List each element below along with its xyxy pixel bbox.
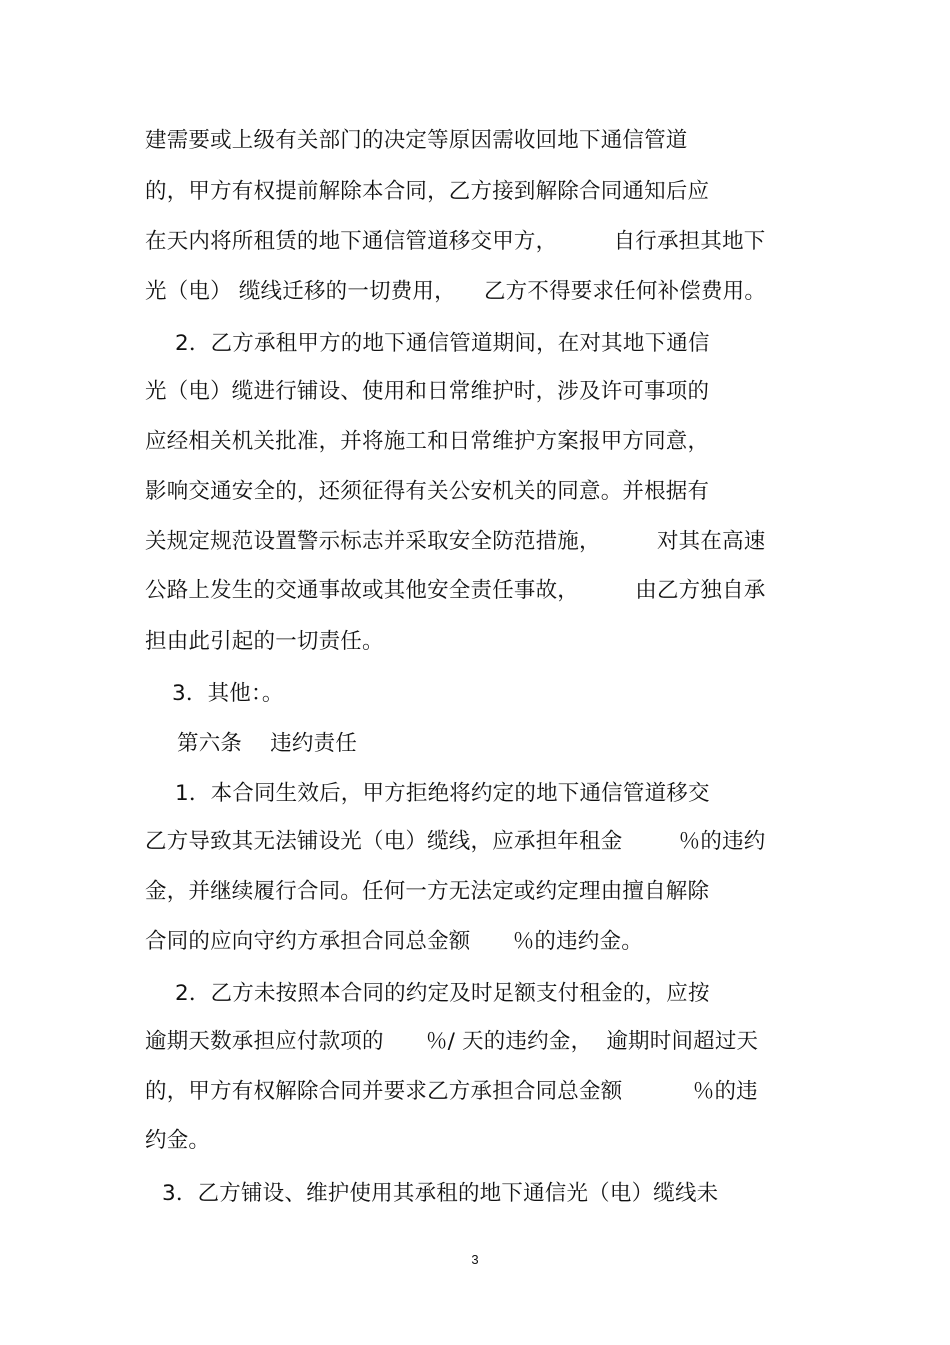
text-line: 的，甲方有权提前解除本合同，乙方接到解除合同通知后应 — [145, 179, 710, 204]
text-line: 担由此引起的一切责任。 — [145, 629, 384, 654]
text-line: 公路上发生的交通事故或其他安全责任事故， 由乙方独自承 — [145, 578, 766, 603]
text-line: 3．其他：。 — [172, 681, 284, 706]
text-line: 合同的应向守约方承担合同总金额 ％的违约金。 — [145, 929, 643, 954]
text-line: 在天内将所租赁的地下通信管道移交甲方， 自行承担其地下 — [145, 229, 766, 254]
text-line: 影响交通安全的，还须征得有关公安机关的同意。并根据有 — [145, 479, 710, 504]
text-line: 建需要或上级有关部门的决定等原因需收回地下通信管道 — [145, 128, 688, 153]
text-line: 光（电） 缆线迁移的一切费用， 乙方不得要求任何补偿费用。 — [145, 279, 767, 304]
text-line: 2．乙方承租甲方的地下通信管道期间，在对其地下通信 — [175, 331, 710, 356]
text-line: 约金。 — [145, 1128, 211, 1153]
text-line: 3．乙方铺设、维护使用其承租的地下通信光（电）缆线未 — [162, 1181, 719, 1206]
text-line: 乙方导致其无法铺设光（电）缆线，应承担年租金 ％的违约 — [145, 829, 766, 854]
text-line: 逾期天数承担应付款项的 ％/ 天的违约金， 逾期时间超过天 — [145, 1029, 759, 1054]
text-line: 关规定规范设置警示标志并采取安全防范措施， 对其在高速 — [145, 529, 766, 554]
section-heading: 第六条 违约责任 — [177, 731, 358, 756]
text-line: 金，并继续履行合同。任何一方无法定或约定理由擅自解除 — [145, 879, 710, 904]
text-line: 应经相关机关批准，并将施工和日常维护方案报甲方同意， — [145, 429, 710, 454]
text-line: 光（电）缆进行铺设、使用和日常维护时，涉及许可事项的 — [145, 379, 710, 404]
text-line: 的，甲方有权解除合同并要求乙方承担合同总金额 ％的违 — [145, 1079, 758, 1104]
page-number: 3 — [471, 1252, 479, 1267]
text-line: 1．本合同生效后，甲方拒绝将约定的地下通信管道移交 — [175, 781, 710, 806]
text-line: 2．乙方未按照本合同的约定及时足额支付租金的，应按 — [175, 981, 710, 1006]
